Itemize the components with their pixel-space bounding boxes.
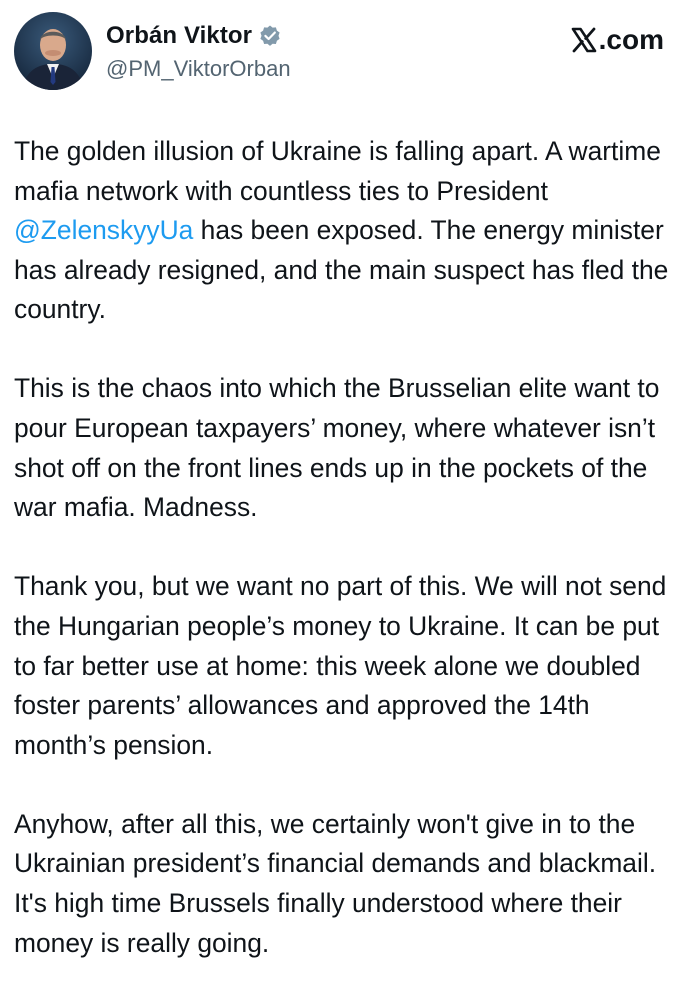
author-display-name[interactable]: Orbán Viktor [106,22,253,49]
post-paragraph-1-text-end: has been exposed. The energy minister has already resigned, and the main suspect has fled the country. [14,215,669,325]
mention-link[interactable]: @ZelenskyyUa [14,215,194,246]
avatar[interactable] [14,12,92,90]
post-header [0,0,690,110]
post-paragraph-3: Thank you, but we want no part of this. We will not send the Hungarian people’s money to Ukraine. It can be put to far better use at home: this week alone we doubled foster parents’ allowances and approved the 14th month’s pension. [14,571,667,760]
source-label [570,24,664,56]
x-logo-icon [570,26,598,54]
source-domain: .com [598,24,664,55]
post-paragraph-2: This is the chaos into which the Brusselian elite want to pour European taxpayers’ money, where whatever isn’t shot off on the front lines ends up in the pockets of the war mafia. Madness. [14,373,660,523]
avatar-portrait-icon [14,12,92,90]
author-handle[interactable]: @PM_ViktorOrban [106,56,291,81]
post-body [14,132,682,1003]
verified-badge-icon [258,24,282,48]
post-paragraph-1-text-start: The golden illusion of Ukraine is falling apart. A wartime mafia network with countless ties to President [14,136,661,206]
post-paragraph-4: Anyhow, after all this, we certainly won't give in to the Ukrainian president’s financial demands and blackmail. It's high time Brussels finally understood where their money is really going. [14,808,657,958]
post-paragraph-1 [14,132,682,330]
author-name-row [106,22,282,50]
